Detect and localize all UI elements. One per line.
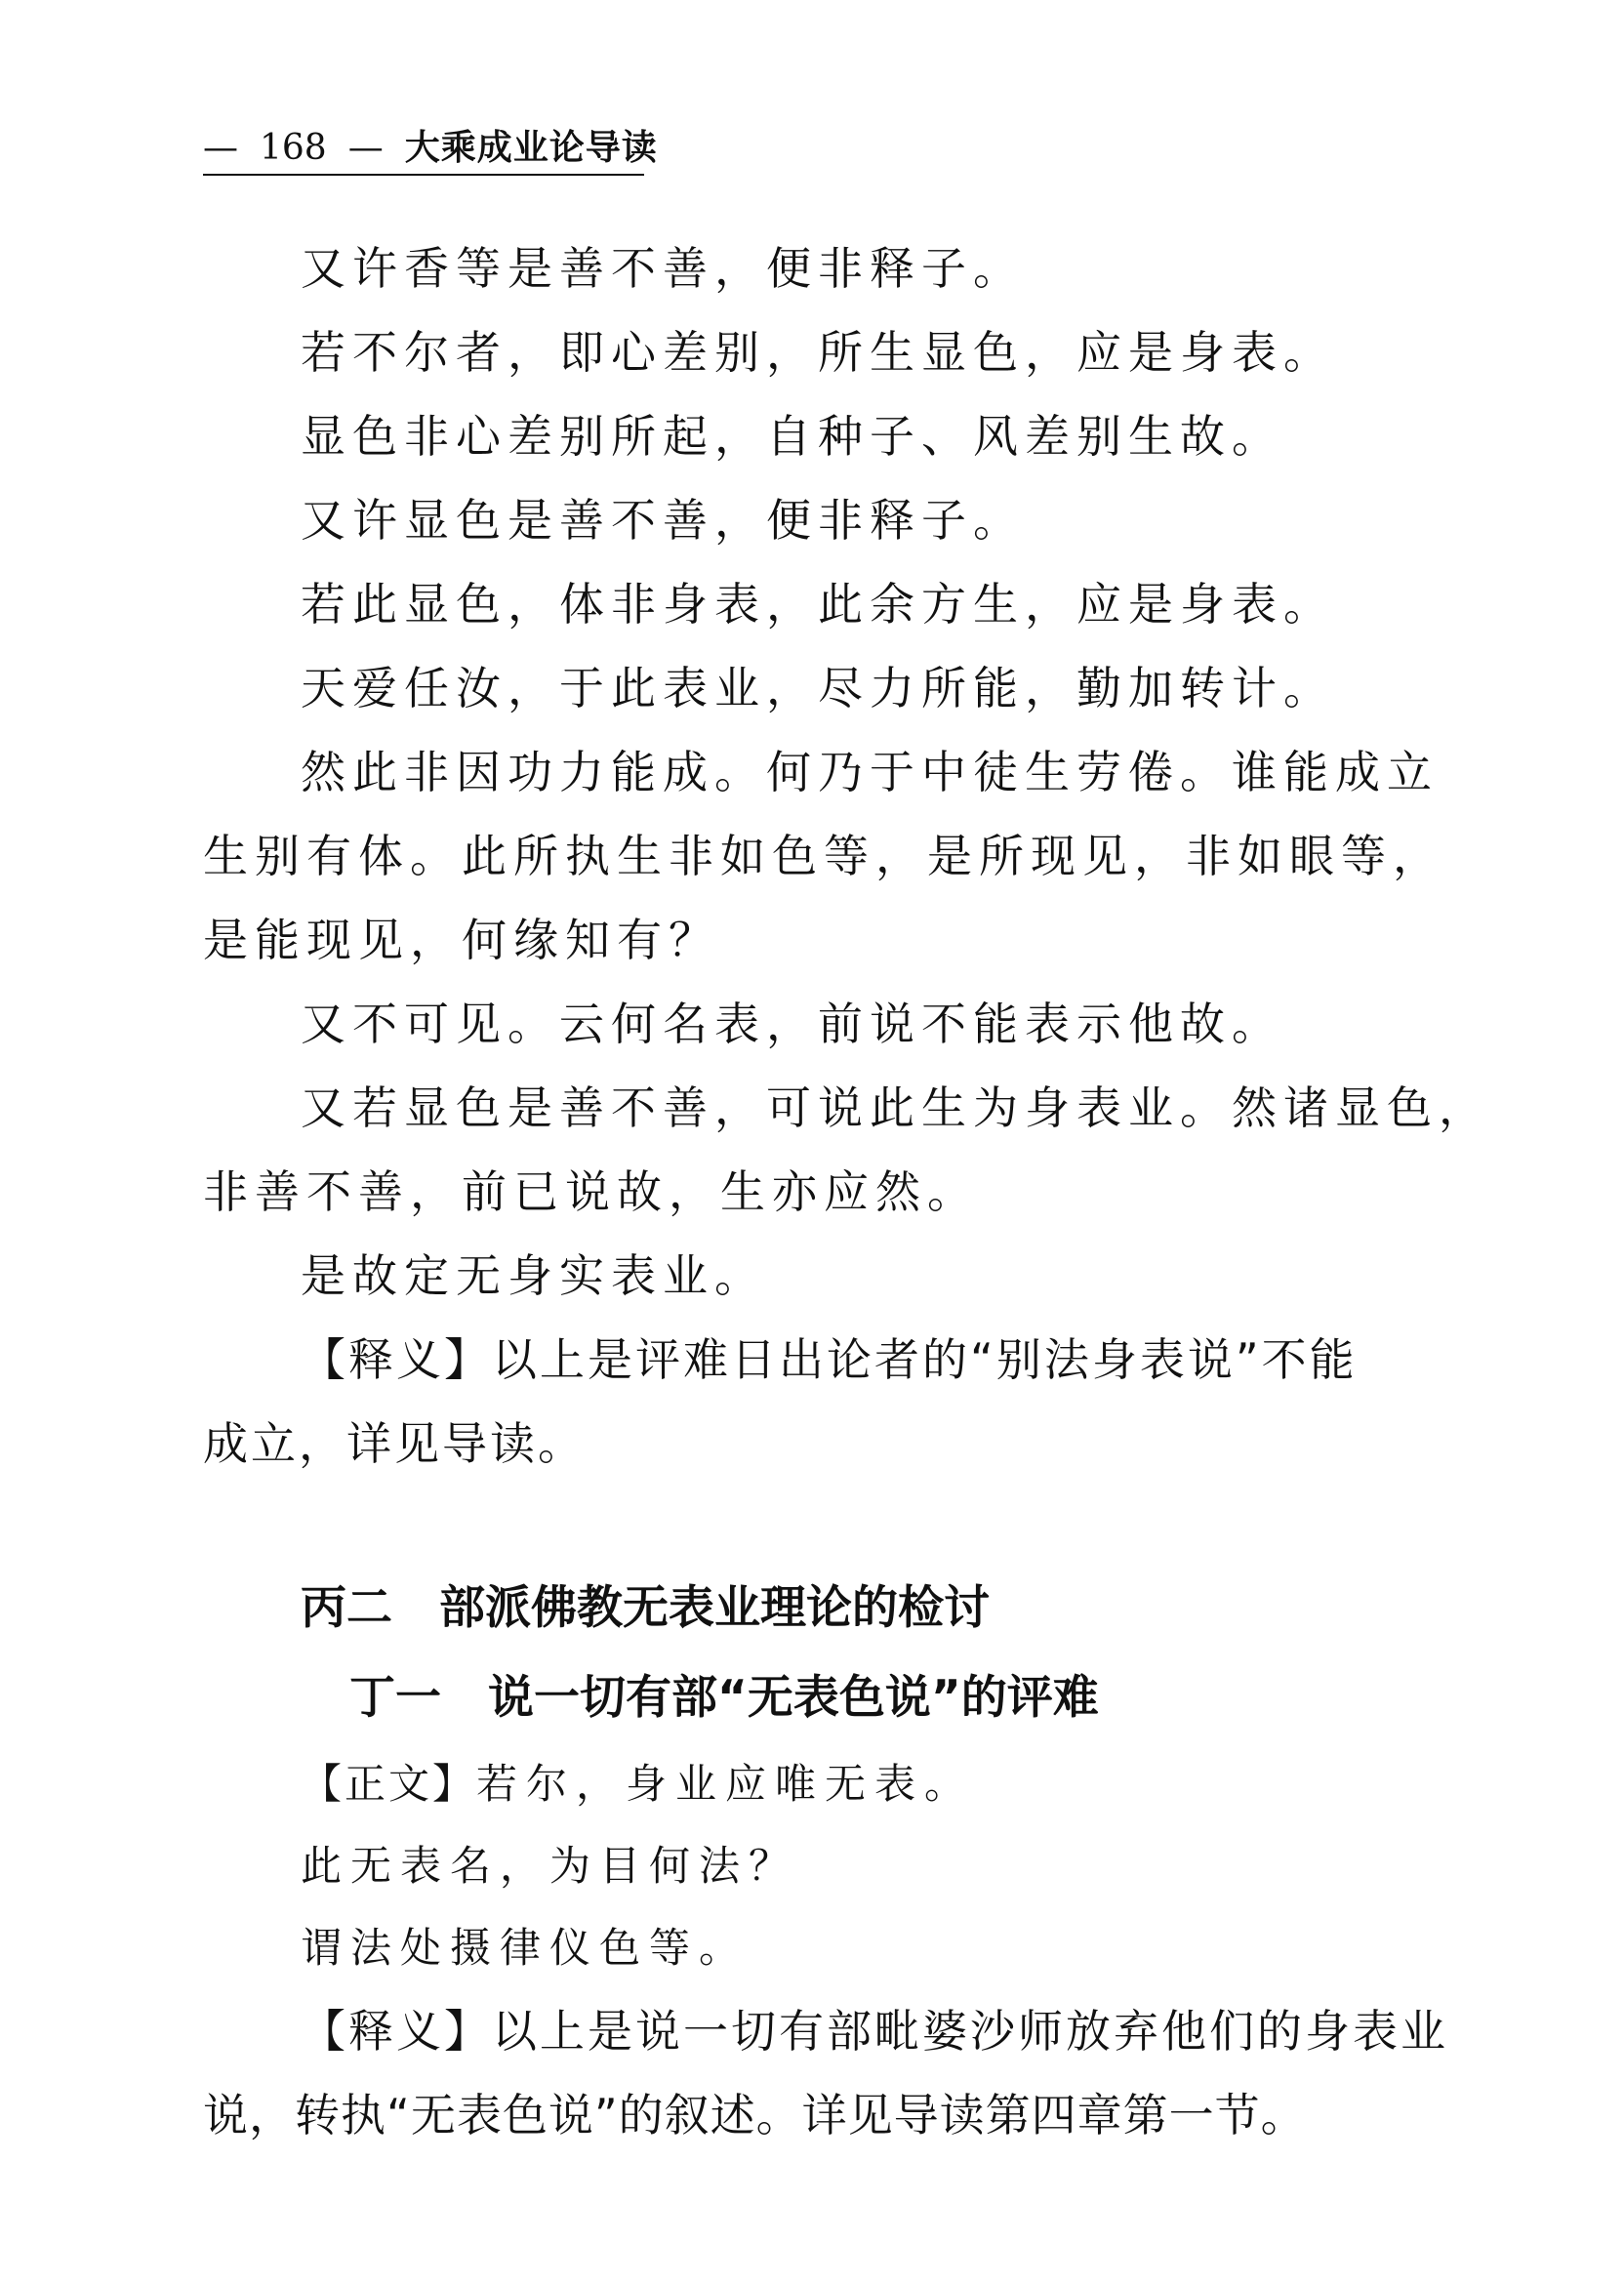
text-line: 是能现见，何缘知有？: [203, 914, 720, 966]
text-line: 天爱任汝，于此表业，尽力所能，勤加转计。: [301, 662, 1335, 714]
text-line: 是故定无身实表业。: [301, 1249, 766, 1302]
explanation-continuation: 成立，详见导读。: [203, 1417, 586, 1470]
main-text-line: 谓法处摄律仪色等。: [301, 1924, 750, 1972]
main-text-line: [203, 1743, 1413, 1825]
main-text-line: 此无表名，为目何法？: [301, 1842, 799, 1890]
text-line: 又许香等是善不善，便非释子。: [301, 242, 1025, 295]
text-line: 又许显色是善不善，便非释子。: [301, 494, 1025, 547]
explanation-paragraph: [203, 1318, 1413, 1402]
section-spacer: [203, 1486, 1413, 1564]
text-line: 若此显色，体非身表，此余方生，应是身表。: [301, 578, 1335, 631]
explanation-text: 以上是说一切有部毗婆沙师放弃他们的身表业: [492, 2005, 1448, 2058]
main-text-tag: 【正文】: [301, 1760, 477, 1808]
text-line: 生别有体。此所执生非如色等，是所现见，非如眼等，: [203, 830, 1444, 882]
explanation-tag: 【释义】: [301, 2005, 492, 2058]
text-line: 若不尔者，即心差别，所生显色，应是身表。: [301, 326, 1335, 379]
text-line: 又若显色是善不善，可说此生为身表业。然诸显色，: [301, 1081, 1490, 1134]
section-heading: [203, 1564, 1413, 1653]
explanation-text: 以上是评难日出论者的“别法身表说”不能: [492, 1333, 1358, 1386]
text-line: 显色非心差别所起，自种子、风差别生故。: [301, 410, 1283, 463]
explanation-tag: 【释义】: [301, 1333, 492, 1386]
page-number: 168: [260, 128, 327, 168]
section-label: 丙二: [301, 1581, 392, 1635]
text-line: 又不可见。云何名表，前说不能表示他故。: [301, 998, 1283, 1050]
subsection-label: 丁一: [349, 1671, 441, 1725]
book-title: 大乘成业论导读: [404, 128, 658, 168]
header-dash-left: —: [203, 128, 238, 168]
section-title: 部派佛教无表业理论的检讨: [439, 1581, 990, 1635]
running-header: [203, 123, 658, 176]
explanation-continuation: 说，转执“无表色说”的叙述。详见导读第四章第一节。: [203, 2089, 1307, 2141]
subsection-heading: [203, 1653, 1413, 1743]
explanation-paragraph: [203, 1989, 1448, 2073]
text-line: 然此非因功力能成。何乃于中徒生劳倦。谁能成立: [301, 746, 1439, 798]
header-dash-right: —: [347, 128, 384, 168]
subsection-title: 说一切有部“无表色说”的评难: [488, 1671, 1099, 1725]
main-text: 若尔，身业应唯无表。: [476, 1760, 975, 1808]
page-body: [203, 226, 1490, 2157]
text-line: 非善不善，前已说故，生亦应然。: [203, 1165, 979, 1218]
